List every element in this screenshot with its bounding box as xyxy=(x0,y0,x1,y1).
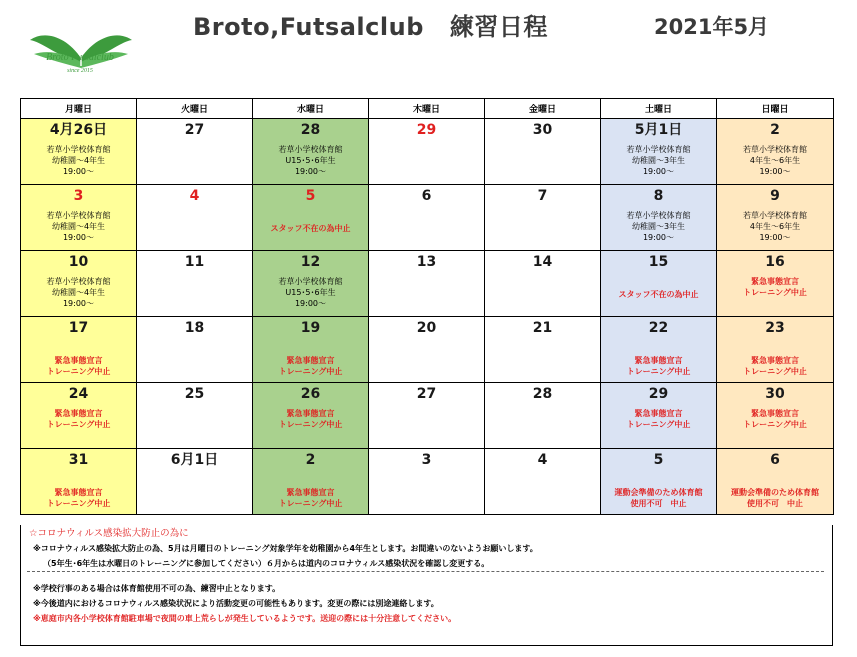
note-line: ※コロナウィルス感染拡大防止の為、5月は月曜日のトレーニング対象学年を幼稚園から4年生とします。お間違いのないようお願いします。 xyxy=(33,544,538,553)
day-cell xyxy=(137,119,253,185)
day-number: 25 xyxy=(184,386,205,402)
day-number: 12 xyxy=(300,254,321,270)
day-number: 7 xyxy=(537,188,548,204)
notes-divider xyxy=(27,571,824,572)
week-row xyxy=(21,383,834,449)
day-note: 緊急事態宣言 トレーニング中止 xyxy=(743,277,807,297)
day-number: 29 xyxy=(648,386,669,402)
day-cell xyxy=(369,251,485,317)
day-number: 17 xyxy=(68,320,89,336)
day-cell xyxy=(21,251,137,317)
day-cell xyxy=(601,185,717,251)
day-number: 4 xyxy=(537,452,548,468)
day-note: 緊急事態宣言 トレーニング中止 xyxy=(743,409,807,429)
day-note: 若草小学校体育館 幼稚園～3年生 19:00～ xyxy=(626,211,691,242)
day-number: 16 xyxy=(765,254,785,270)
day-number: 27 xyxy=(416,386,437,402)
day-number: 24 xyxy=(68,386,89,402)
day-number: 9 xyxy=(770,188,780,204)
day-number: 15 xyxy=(648,254,669,270)
weekday-header: 金曜日 xyxy=(485,99,601,119)
day-note: 緊急事態宣言 トレーニング中止 xyxy=(46,409,111,429)
day-number: 10 xyxy=(68,254,89,270)
logo-text: Broto Futsalclub xyxy=(46,52,114,63)
weekday-header: 月曜日 xyxy=(21,99,137,119)
day-cell xyxy=(601,383,717,449)
day-note: 緊急事態宣言 トレーニング中止 xyxy=(278,409,343,429)
weekday-header: 火曜日 xyxy=(137,99,253,119)
day-note: 若草小学校体育館 4年生～6年生 19:00～ xyxy=(743,211,807,242)
day-number: 6月1日 xyxy=(170,452,219,468)
weekday-header: 日曜日 xyxy=(717,99,834,119)
weekday-header-row xyxy=(21,99,834,119)
day-note: 緊急事態宣言 トレーニング中止 xyxy=(278,488,343,508)
day-number: 6 xyxy=(770,452,780,468)
day-number: 14 xyxy=(532,254,553,270)
note-line: （5年生･6年生は水曜日のトレーニングに参加してください）６月からは道内のコロナウィルス感染状況を確認し変更する。 xyxy=(43,559,490,568)
day-cell xyxy=(485,251,601,317)
day-cell xyxy=(601,449,717,515)
day-cell xyxy=(253,383,369,449)
day-note: 若草小学校体育館 U15･5･6年生 19:00～ xyxy=(278,145,343,176)
day-cell xyxy=(253,119,369,185)
day-cell xyxy=(369,119,485,185)
day-cell xyxy=(717,449,834,515)
day-cell xyxy=(485,449,601,515)
day-note: 緊急事態宣言 トレーニング中止 xyxy=(46,488,111,508)
week-row xyxy=(21,317,834,383)
day-cell xyxy=(717,317,834,383)
day-cell xyxy=(137,251,253,317)
day-cell xyxy=(137,317,253,383)
day-number: 5 xyxy=(653,452,664,468)
week-row xyxy=(21,185,834,251)
note-line: ※学校行事のある場合は体育館使用不可の為、練習中止となります。 xyxy=(33,584,281,593)
week-row xyxy=(21,119,834,185)
day-note: スタッフ不在の為中止 xyxy=(270,224,351,233)
day-cell xyxy=(253,251,369,317)
weekday-header: 木曜日 xyxy=(369,99,485,119)
day-note: 運動会準備のため体育館 使用不可 中止 xyxy=(731,488,819,508)
day-note: スタッフ不在の為中止 xyxy=(618,290,699,299)
day-cell xyxy=(253,449,369,515)
note-line-warning: ※恵庭市内各小学校体育館駐車場で夜間の車上荒らしが発生しているようです。送迎の際には十分注意してください。 xyxy=(33,614,457,623)
day-note: 緊急事態宣言 トレーニング中止 xyxy=(626,356,691,376)
day-cell xyxy=(601,251,717,317)
day-note: 若草小学校体育館 幼稚園～3年生 19:00～ xyxy=(626,145,691,176)
day-cell xyxy=(369,383,485,449)
day-cell xyxy=(369,317,485,383)
schedule-label: 練習日程 xyxy=(449,13,548,41)
calendar-table xyxy=(20,98,834,515)
day-cell xyxy=(21,383,137,449)
day-number: 20 xyxy=(416,320,437,336)
day-number: 28 xyxy=(532,386,553,402)
day-note: 緊急事態宣言 トレーニング中止 xyxy=(743,356,807,376)
club-name: Broto,Futsalclub xyxy=(193,13,424,41)
day-cell xyxy=(717,185,834,251)
day-number: 5月1日 xyxy=(634,122,683,138)
day-note: 緊急事態宣言 トレーニング中止 xyxy=(278,356,343,376)
weekday-header: 土曜日 xyxy=(601,99,717,119)
note-line: ※今後道内におけるコロナウィルス感染状況により活動変更の可能性もあります。変更の際には別途連絡します。 xyxy=(33,599,439,608)
week-row xyxy=(21,251,834,317)
weekday-header: 水曜日 xyxy=(253,99,369,119)
day-cell xyxy=(717,251,834,317)
day-number: 13 xyxy=(416,254,437,270)
logo-since: since 2015 xyxy=(67,68,93,74)
day-note: 若草小学校体育館 4年生～6年生 19:00～ xyxy=(743,145,807,176)
day-note: 緊急事態宣言 トレーニング中止 xyxy=(46,356,111,376)
day-cell xyxy=(485,383,601,449)
day-cell xyxy=(717,383,834,449)
day-note: 若草小学校体育館 幼稚園～4年生 19:00～ xyxy=(46,145,111,176)
day-cell xyxy=(601,317,717,383)
day-number: 30 xyxy=(765,386,785,402)
day-cell xyxy=(137,185,253,251)
day-number: 3 xyxy=(73,188,84,204)
notes-box xyxy=(20,525,833,646)
day-number: 18 xyxy=(184,320,205,336)
day-number: 31 xyxy=(68,452,89,468)
day-cell xyxy=(21,317,137,383)
day-number: 4 xyxy=(189,188,200,204)
day-number: 26 xyxy=(300,386,321,402)
day-note: 若草小学校体育館 U15･5･6年生 19:00～ xyxy=(278,277,343,308)
day-note: 若草小学校体育館 幼稚園～4年生 19:00～ xyxy=(46,277,111,308)
day-cell xyxy=(253,317,369,383)
day-number: 6 xyxy=(421,188,432,204)
day-number: 28 xyxy=(300,122,321,138)
day-number: 5 xyxy=(305,188,316,204)
day-number: 27 xyxy=(184,122,205,138)
day-cell xyxy=(21,185,137,251)
day-cell xyxy=(369,449,485,515)
day-number: 22 xyxy=(648,320,669,336)
day-note: 運動会準備のため体育館 使用不可 中止 xyxy=(614,488,703,508)
day-number: 3 xyxy=(421,452,432,468)
day-cell xyxy=(717,119,834,185)
day-number: 19 xyxy=(300,320,321,336)
notes-heading: ☆コロナウィルス感染拡大防止の為に xyxy=(29,528,189,539)
day-note: 緊急事態宣言 トレーニング中止 xyxy=(626,409,691,429)
day-cell xyxy=(21,449,137,515)
day-number: 11 xyxy=(184,254,205,270)
day-cell xyxy=(485,317,601,383)
day-cell xyxy=(21,119,137,185)
day-number: 4月26日 xyxy=(49,122,108,138)
day-cell xyxy=(485,185,601,251)
day-cell xyxy=(137,449,253,515)
day-cell xyxy=(369,185,485,251)
week-row xyxy=(21,449,834,515)
day-number: 8 xyxy=(653,188,664,204)
day-cell xyxy=(137,383,253,449)
day-cell xyxy=(485,119,601,185)
day-number: 23 xyxy=(765,320,785,336)
day-number: 30 xyxy=(532,122,553,138)
day-number: 2 xyxy=(305,452,316,468)
page-title xyxy=(193,9,548,45)
day-number: 21 xyxy=(532,320,553,336)
day-number: 29 xyxy=(416,122,437,138)
month-label: 2021年5月 xyxy=(654,15,770,39)
day-cell xyxy=(601,119,717,185)
day-note: 若草小学校体育館 幼稚園～4年生 19:00～ xyxy=(46,211,111,242)
day-number: 2 xyxy=(770,122,780,138)
day-cell xyxy=(253,185,369,251)
